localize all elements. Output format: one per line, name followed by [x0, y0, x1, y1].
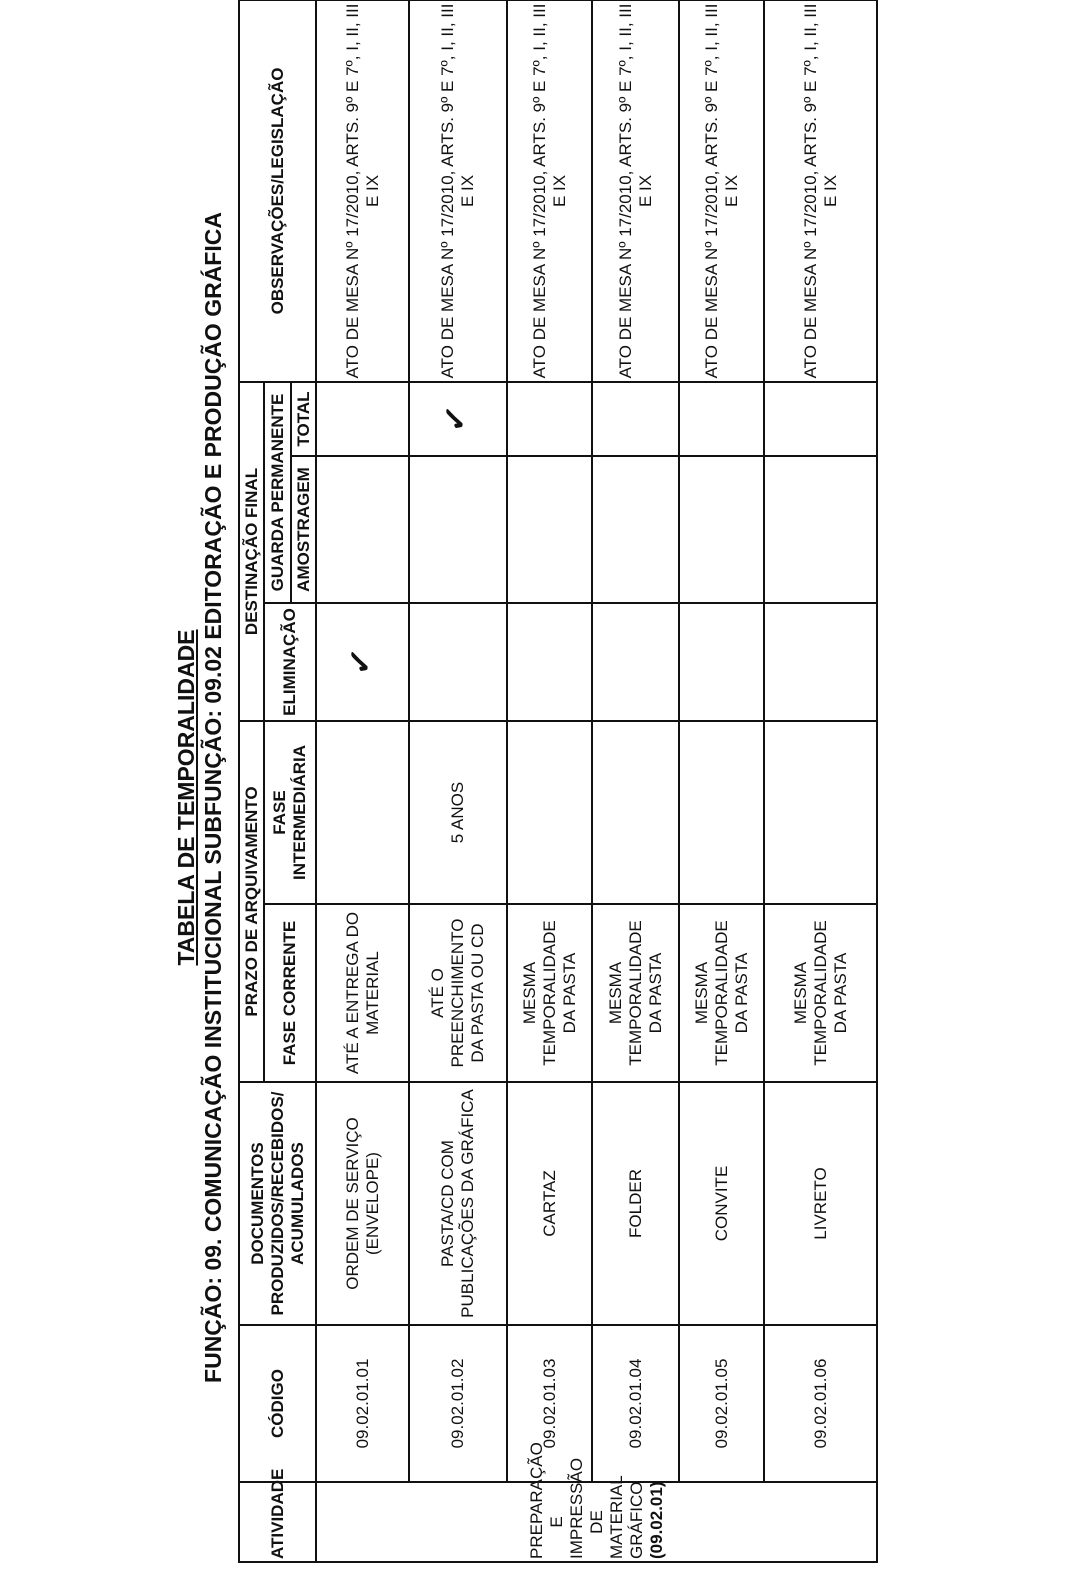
page-title: TABELA DE TEMPORALIDADE: [173, 629, 199, 966]
documento-cell: CARTAZ: [507, 1082, 592, 1325]
fase-intermediaria-cell: [507, 721, 592, 904]
header-observacoes: OBSERVAÇÕES/LEGISLAÇÃO: [239, 0, 316, 382]
documento-cell: LIVRETO: [764, 1082, 877, 1325]
header-fase-corrente: FASE CORRENTE: [264, 904, 316, 1082]
fase-corrente-cell: MESMA TEMPORALIDADE DA PASTA: [764, 904, 877, 1082]
fase-corrente-cell: MESMA TEMPORALIDADE DA PASTA: [592, 904, 679, 1082]
activity-cell: [316, 1442, 877, 1562]
total-cell: [409, 382, 507, 456]
header-amostragem: AMOSTRAGEM: [291, 456, 316, 603]
observacoes-cell: ATO DE MESA Nº 17/2010, ARTS. 9º E 7º, I, II, III E IX: [679, 0, 764, 382]
amostragem-cell: [507, 456, 592, 603]
eliminacao-cell: [409, 603, 507, 721]
observacoes-cell: ATO DE MESA Nº 17/2010, ARTS. 9º E 7º, I, II, III E IX: [764, 0, 877, 382]
check-mark-icon: ✓: [339, 646, 380, 678]
fase-corrente-cell: ATÉ O PREENCHIMENTO DA PASTA OU CD: [409, 904, 507, 1082]
fase-intermediaria-cell: 5 ANOS: [409, 721, 507, 904]
header-row-1: [239, 0, 264, 1562]
codigo-cell: 09.02.01.02: [409, 1325, 507, 1482]
header-prazo: PRAZO DE ARQUIVAMENTO: [239, 721, 264, 1082]
amostragem-cell: [409, 456, 507, 603]
observacoes-cell: ATO DE MESA Nº 17/2010, ARTS. 9º E 7º, I, II, III E IX: [507, 0, 592, 382]
amostragem-cell: [764, 456, 877, 603]
table-row: [764, 0, 877, 1562]
observacoes-cell: ATO DE MESA Nº 17/2010, ARTS. 9º E 7º, I, II, III E IX: [316, 0, 409, 382]
check-mark-icon: ✓: [435, 403, 475, 435]
eliminacao-cell: [316, 603, 409, 721]
fase-corrente-cell: MESMA TEMPORALIDADE DA PASTA: [679, 904, 764, 1082]
codigo-cell: 09.02.01.03: [507, 1325, 592, 1482]
fase-corrente-cell: ATÉ A ENTREGA DO MATERIAL: [316, 904, 409, 1082]
fase-corrente-cell: MESMA TEMPORALIDADE DA PASTA: [507, 904, 592, 1082]
fase-intermediaria-cell: [764, 721, 877, 904]
total-cell: [679, 382, 764, 456]
eliminacao-cell: [507, 603, 592, 721]
total-cell: [764, 382, 877, 456]
header-guarda-permanente: GUARDA PERMANENTE: [264, 382, 291, 603]
documento-cell: CONVITE: [679, 1082, 764, 1325]
codigo-cell: 09.02.01.04: [592, 1325, 679, 1482]
codigo-cell: 09.02.01.05: [679, 1325, 764, 1482]
observacoes-cell: ATO DE MESA Nº 17/2010, ARTS. 9º E 7º, I, II, III E IX: [592, 0, 679, 382]
page-subtitle: FUNÇÃO: 09. COMUNICAÇÃO INSTITUCIONAL SUBFUNÇÃO: 09.02 EDITORAÇÃO E PRODUÇÃO GRÁFICA: [200, 212, 226, 1383]
table-row: [507, 0, 592, 1562]
header-codigo: CÓDIGO: [239, 1325, 316, 1482]
eliminacao-cell: [679, 603, 764, 721]
header-eliminacao: ELIMINAÇÃO: [264, 603, 316, 721]
header-documentos: DOCUMENTOS PRODUZIDOS/RECEBIDOS/ ACUMULADOS: [239, 1082, 316, 1325]
table-row: [409, 0, 507, 1562]
amostragem-cell: [316, 456, 409, 603]
amostragem-cell: [592, 456, 679, 603]
table-row: [679, 0, 764, 1562]
amostragem-cell: [679, 456, 764, 603]
codigo-cell: 09.02.01.06: [764, 1325, 877, 1482]
observacoes-cell: ATO DE MESA Nº 17/2010, ARTS. 9º E 7º, I, II, III E IX: [409, 0, 507, 382]
eliminacao-cell: [764, 603, 877, 721]
activity-code: (09.02.01): [646, 1481, 666, 1559]
header-atividade: ATIVIDADE: [239, 1482, 316, 1562]
header-destinacao: DESTINAÇÃO FINAL: [239, 382, 264, 721]
fase-intermediaria-cell: [316, 721, 409, 904]
header-total: TOTAL: [291, 382, 316, 456]
activity-name: PREPARAÇÃO E IMPRESSÃO DE MATERIAL GRÁFICO: [526, 1442, 646, 1559]
table-row: [592, 0, 679, 1562]
header-fase-intermediaria: FASE INTERMEDIÁRIA: [264, 721, 316, 904]
fase-intermediaria-cell: [679, 721, 764, 904]
codigo-cell: 09.02.01.01: [316, 1325, 409, 1482]
documento-cell: FOLDER: [592, 1082, 679, 1325]
documento-cell: PASTA/CD COM PUBLICAÇÕES DA GRÁFICA: [409, 1082, 507, 1325]
total-cell: [592, 382, 679, 456]
eliminacao-cell: [592, 603, 679, 721]
fase-intermediaria-cell: [592, 721, 679, 904]
total-cell: [507, 382, 592, 456]
table-row: [316, 0, 409, 1562]
temporality-table: [238, 0, 878, 1563]
total-cell: [316, 382, 409, 456]
documento-cell: ORDEM DE SERVIÇO (ENVELOPE): [316, 1082, 409, 1325]
